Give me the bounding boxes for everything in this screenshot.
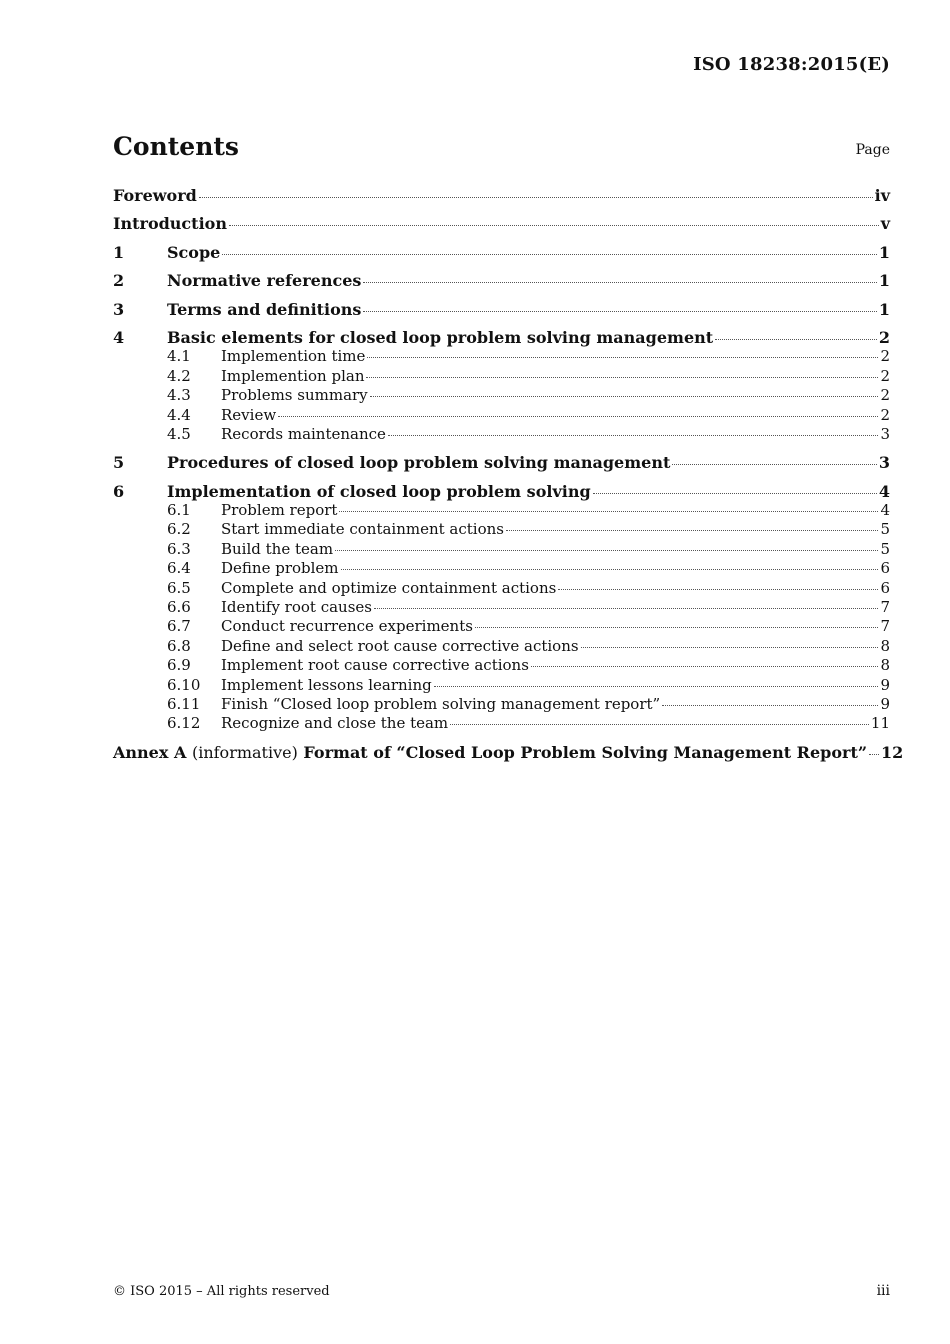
dot-leader (558, 585, 878, 590)
dot-leader (475, 623, 879, 628)
toc-entry[interactable] (113, 501, 890, 520)
toc-entry-number: 6.9 (167, 656, 191, 675)
toc-entry-number: 1 (113, 242, 125, 262)
toc-entry-page: 9 (880, 675, 890, 694)
toc-entry-page: 3 (878, 453, 890, 473)
dot-leader (199, 193, 873, 198)
toc-entry[interactable] (113, 617, 890, 636)
dot-leader (363, 278, 876, 283)
toc-entry[interactable] (113, 300, 890, 319)
toc-entry-page: 11 (870, 714, 890, 733)
standard-identifier: ISO 18238:2015(E) (693, 54, 890, 75)
toc-entry[interactable] (113, 214, 890, 233)
toc-entry[interactable] (113, 656, 890, 675)
toc-entry[interactable] (113, 695, 890, 714)
toc-entry-number: 4 (113, 327, 125, 347)
toc-entry-page: 4 (878, 481, 890, 501)
toc-entry-title: Define problem (221, 559, 339, 578)
toc-entry-page: iv (874, 186, 890, 205)
toc-entry-title: Implement root cause corrective actions (221, 656, 529, 675)
toc-entry[interactable] (113, 637, 890, 656)
toc-entry-title: Foreword (113, 186, 197, 205)
dot-leader (450, 720, 869, 725)
toc-entry[interactable] (113, 425, 890, 444)
toc-entry-number: 6.10 (167, 675, 201, 694)
toc-entry-title: Terms and definitions (167, 299, 362, 319)
toc-entry-page: 7 (880, 598, 890, 617)
toc-entry-page: 5 (880, 539, 890, 558)
dot-leader (370, 392, 879, 397)
toc-entry[interactable] (113, 347, 890, 366)
toc-entry-number: 6.11 (167, 694, 201, 713)
toc-entry[interactable] (113, 540, 890, 559)
toc-entry-page: 2 (880, 347, 890, 366)
dot-leader (593, 489, 877, 494)
toc-entry-title: Problem report (221, 501, 338, 520)
annex-label: Annex A (113, 742, 187, 762)
toc-entry-page: 1 (878, 271, 890, 291)
toc-entry-title: Complete and optimize containment actions (221, 578, 557, 597)
contents-title: Contents (113, 132, 240, 161)
toc-entry[interactable] (113, 559, 890, 578)
toc-entry-title: Implemention plan (221, 366, 365, 385)
dot-leader (229, 221, 879, 226)
toc-entry-page: 2 (880, 366, 890, 385)
toc-entry[interactable] (113, 714, 890, 733)
toc-entry-number: 6.7 (167, 617, 191, 636)
toc-entry-annex-a[interactable] (113, 742, 904, 762)
toc-entry-title: Build the team (221, 539, 334, 558)
toc-entry-title: Procedures of closed loop problem solving management (167, 453, 671, 473)
toc-entry-number: 6.6 (167, 598, 191, 617)
toc-entry[interactable] (113, 328, 890, 347)
toc-entry[interactable] (113, 271, 890, 290)
toc-entry-title: Basic elements for closed loop problem solving management (167, 327, 714, 347)
toc-entry[interactable] (113, 482, 890, 501)
dot-leader (341, 565, 879, 570)
toc-entry[interactable] (113, 186, 890, 205)
toc-entry-number: 5 (113, 453, 125, 473)
dot-leader (581, 643, 879, 648)
toc-entry-title: Finish “Closed loop problem solving management report” (221, 694, 661, 713)
toc-entry-title: Identify root causes (221, 598, 372, 617)
toc-entry-page: 6 (880, 559, 890, 578)
toc-entry-number: 4.5 (167, 424, 191, 443)
toc-entry-title: Define and select root cause corrective actions (221, 636, 579, 655)
toc-entry-page: 8 (880, 656, 890, 675)
dot-leader (363, 307, 876, 312)
toc-entry[interactable] (113, 453, 890, 472)
toc-entry-page: 2 (880, 405, 890, 424)
toc-entry-number: 6.5 (167, 578, 191, 597)
dot-leader (672, 460, 877, 465)
toc-entry[interactable] (113, 243, 890, 262)
table-of-contents (113, 186, 904, 762)
toc-entry-page: 7 (880, 617, 890, 636)
toc-entry-number: 4.1 (167, 347, 191, 366)
toc-entry-title: Implemention time (221, 347, 366, 366)
toc-entry[interactable] (113, 520, 890, 539)
dot-leader (388, 431, 879, 436)
toc-entry[interactable] (113, 386, 890, 405)
dot-leader (374, 604, 878, 609)
page-number: iii (876, 1283, 890, 1299)
toc-entry-number: 4.4 (167, 405, 191, 424)
dot-leader (339, 507, 878, 512)
toc-entry-title: Introduction (113, 214, 227, 234)
toc-entry[interactable] (113, 676, 890, 695)
toc-entry-number: 6.4 (167, 559, 191, 578)
toc-entry[interactable] (113, 598, 890, 617)
page-column-label: Page (855, 142, 890, 158)
dot-leader (869, 750, 879, 755)
toc-entry-page: v (880, 214, 890, 234)
toc-entry-title: Problems summary (221, 386, 368, 405)
toc-entry-number: 6.1 (167, 501, 191, 520)
toc-entry-number: 6.12 (167, 714, 201, 733)
toc-entry-page: 8 (880, 636, 890, 655)
toc-entry-number: 3 (113, 299, 125, 319)
toc-entry-number: 4.2 (167, 366, 191, 385)
toc-entry-page: 3 (880, 424, 890, 443)
dot-leader (278, 412, 878, 417)
dot-leader (662, 701, 878, 706)
toc-entry-page: 5 (880, 520, 890, 539)
toc-entry-title: Start immediate containment actions (221, 520, 504, 539)
toc-entry-page: 1 (878, 242, 890, 262)
toc-entry-number: 4.3 (167, 386, 191, 405)
toc-entry-title: Conduct recurrence experiments (221, 617, 473, 636)
dot-leader (366, 373, 878, 378)
toc-entry-title: Scope (167, 242, 221, 262)
toc-entry-title: Records maintenance (221, 424, 386, 443)
toc-entry-page: 2 (880, 386, 890, 405)
annex-page: 12 (881, 742, 904, 762)
annex-qualifier: (informative) (191, 742, 298, 762)
dot-leader (715, 335, 877, 340)
toc-entry-page: 1 (878, 299, 890, 319)
toc-entry-page: 2 (878, 327, 890, 347)
toc-entry-number: 6.8 (167, 636, 191, 655)
toc-entry[interactable] (113, 367, 890, 386)
toc-entry-number: 2 (113, 271, 125, 291)
toc-entry[interactable] (113, 579, 890, 598)
toc-entry-page: 9 (880, 694, 890, 713)
dot-leader (222, 250, 877, 255)
annex-title-line (113, 743, 867, 762)
toc-entry[interactable] (113, 406, 890, 425)
toc-entry-title: Implement lessons learning (221, 675, 432, 694)
toc-entry-title: Implementation of closed loop problem solving (167, 481, 591, 501)
dot-leader (367, 353, 878, 358)
toc-entry-title: Recognize and close the team (221, 714, 449, 733)
toc-entry-title: Review (221, 405, 277, 424)
annex-title: Format of “Closed Loop Problem Solving Management Report” (303, 742, 868, 762)
dot-leader (506, 526, 878, 531)
copyright-notice: © ISO 2015 – All rights reserved (113, 1284, 330, 1299)
toc-entry-title: Normative references (167, 271, 362, 291)
toc-entry-page: 6 (880, 578, 890, 597)
toc-entry-number: 6.2 (167, 520, 191, 539)
dot-leader (531, 662, 879, 667)
toc-entry-page: 4 (880, 501, 890, 520)
toc-entry-number: 6.3 (167, 539, 191, 558)
dot-leader (335, 546, 878, 551)
dot-leader (434, 682, 879, 687)
toc-entry-number: 6 (113, 481, 125, 501)
